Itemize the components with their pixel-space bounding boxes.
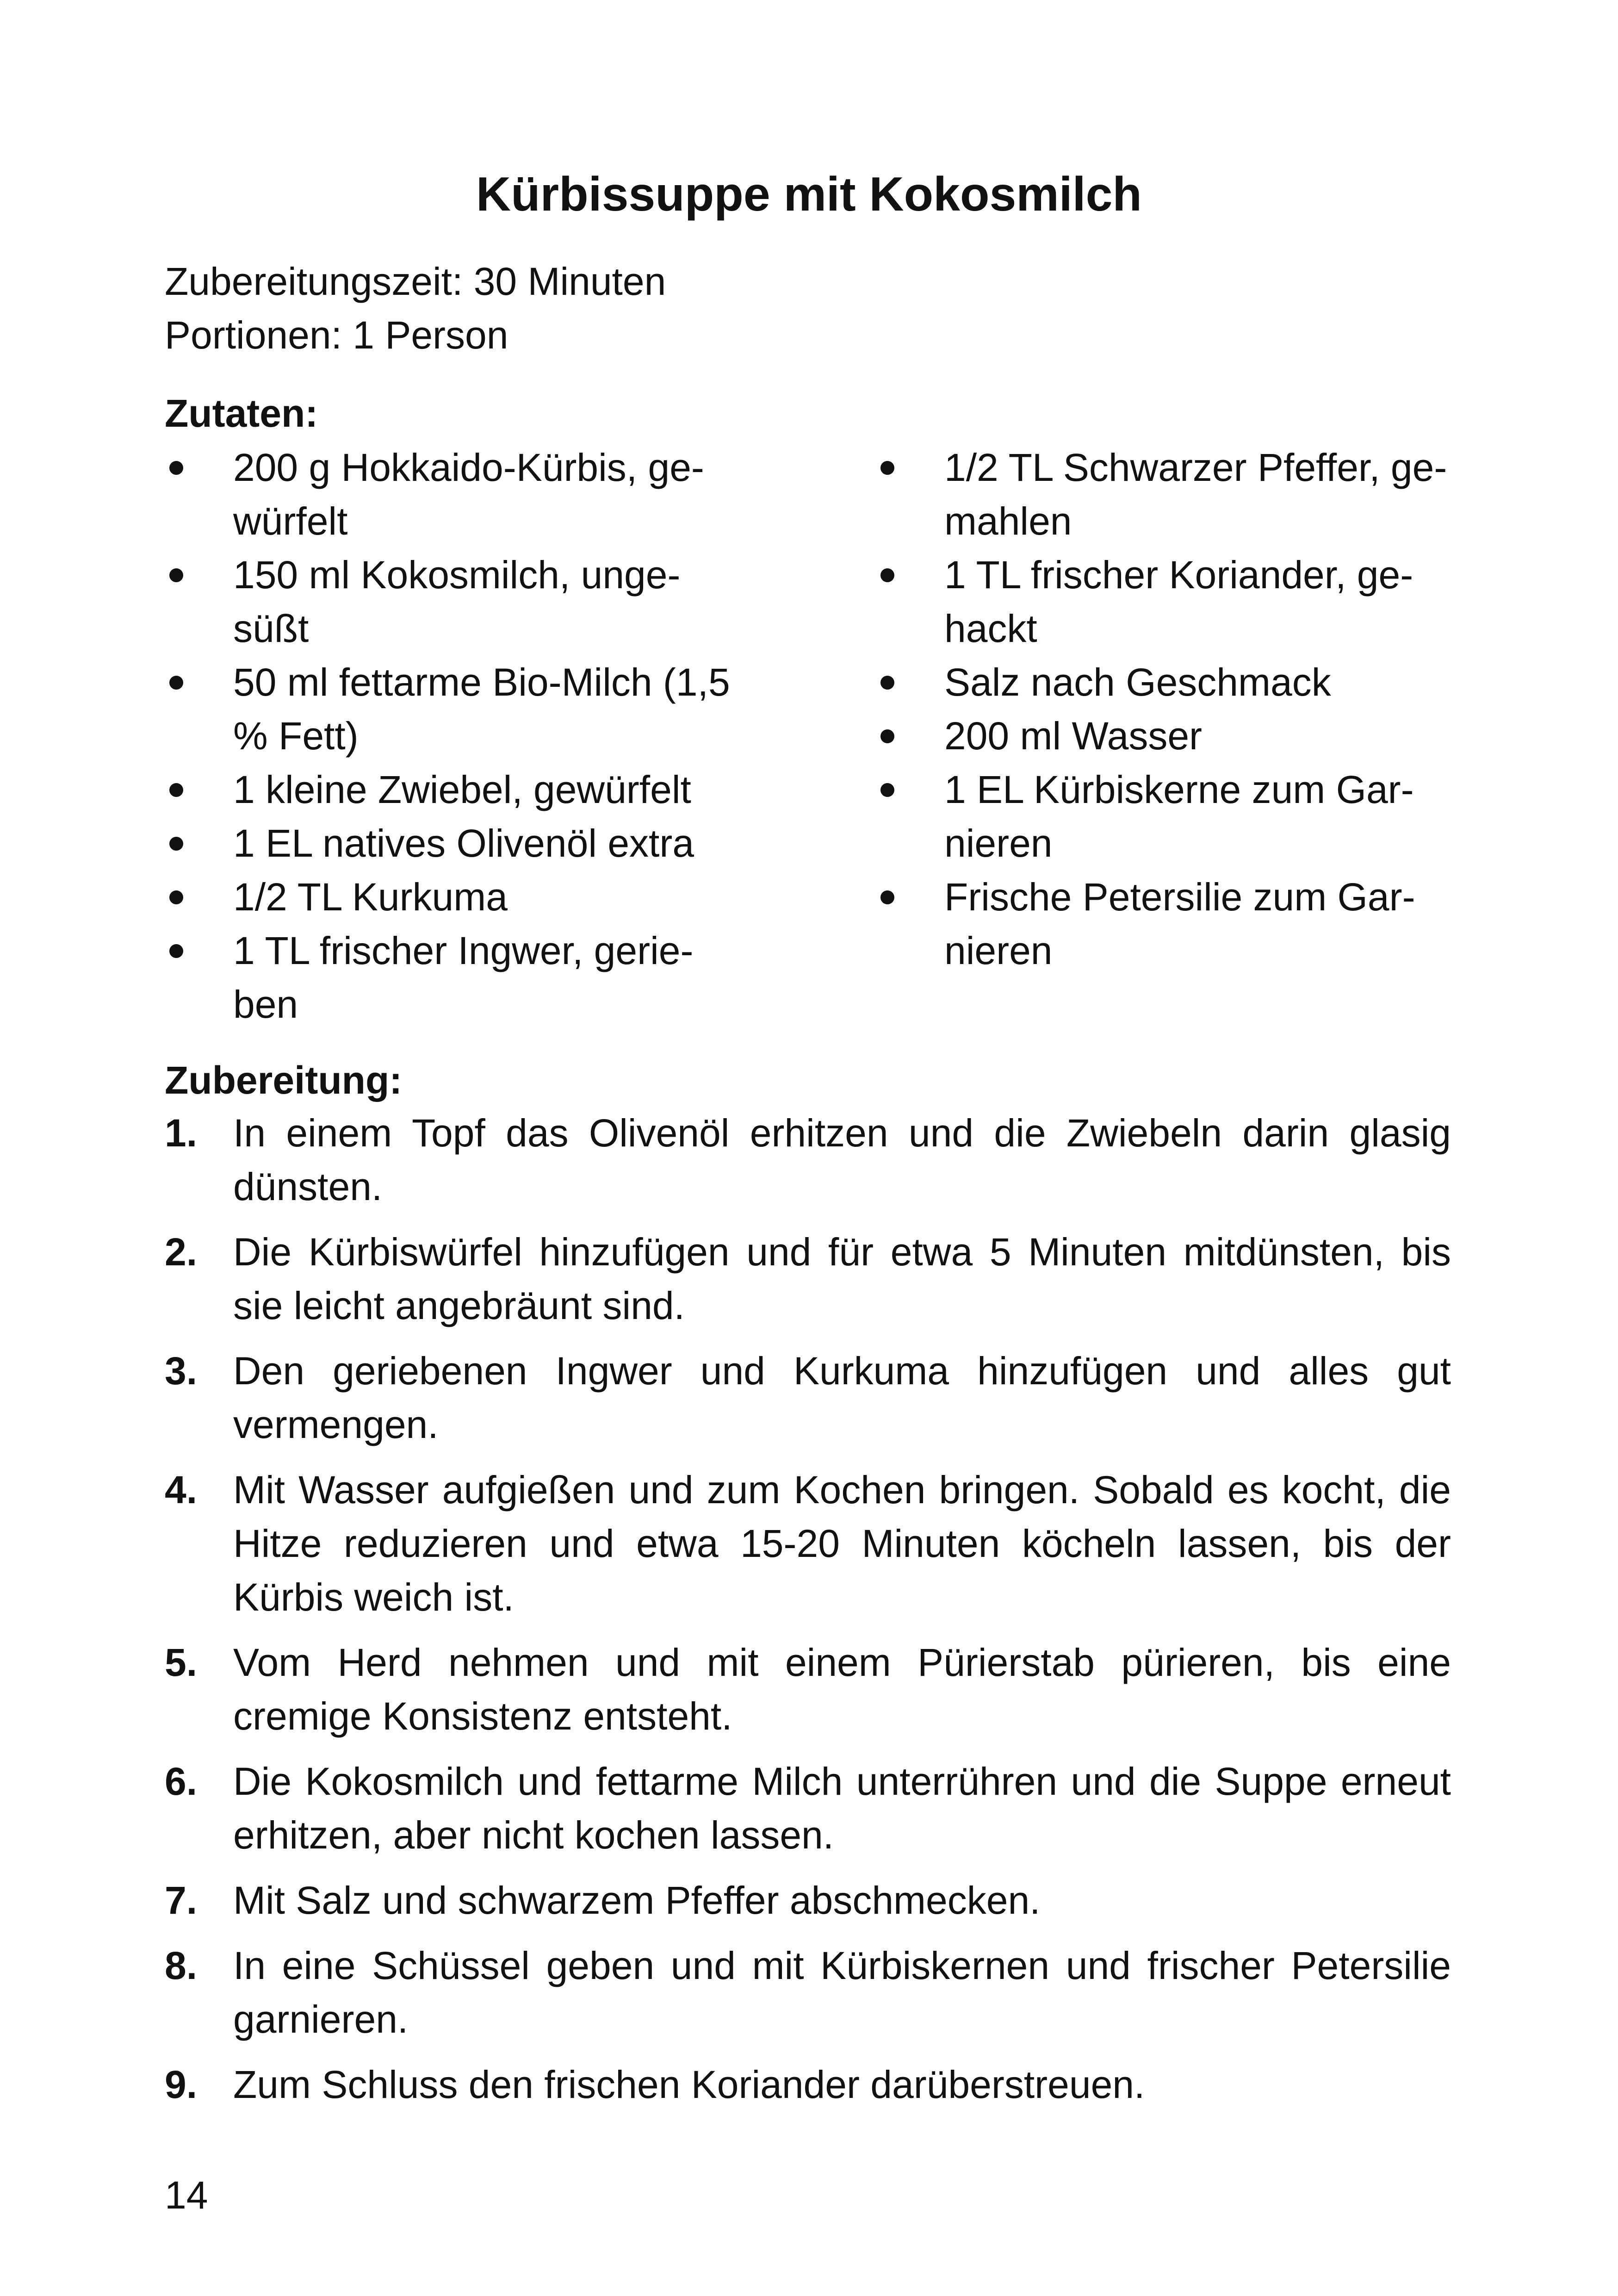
step-text: Zum Schluss den frischen Koriander darüberstreuen. — [233, 2063, 1145, 2106]
list-item: 200 ml Wasser — [944, 714, 1203, 758]
step-text: Die Kürbiswürfel hinzufügen und für etwa 5 Minuten mitdünsten, bis sie leicht angebräunt sind. — [233, 1230, 1451, 1327]
ingredients-list-right — [876, 441, 1477, 977]
list-item — [165, 1463, 1451, 1624]
list-item: 50 ml fettarme Bio-Milch (1,5 % Fett) — [233, 660, 730, 758]
list-item — [165, 1755, 1451, 1862]
list-item — [165, 1344, 1451, 1451]
ingredients-list-left — [165, 441, 812, 1031]
step-number: 4. — [165, 1468, 198, 1512]
step-text: In einem Topf das Olivenöl erhitzen und die Zwiebeln darin glasig dünsten. — [233, 1111, 1451, 1208]
list-item: 1 TL frischer Koriander, ge- hackt — [944, 553, 1413, 650]
step-text: Vom Herd nehmen und mit einem Pürierstab pürieren, bis eine cremige Konsistenz entsteht. — [233, 1641, 1451, 1738]
step-number: 6. — [165, 1760, 198, 1803]
list-item — [165, 1225, 1451, 1332]
list-item: 150 ml Kokosmilch, unge- süßt — [233, 553, 681, 650]
step-number: 1. — [165, 1111, 198, 1155]
ingredients-heading: Zutaten: — [165, 392, 318, 435]
step-text: Den geriebenen Ingwer und Kurkuma hinzufügen und alles gut vermengen. — [233, 1349, 1451, 1446]
list-item: 1 kleine Zwiebel, gewürfelt — [233, 768, 691, 811]
list-item: 1 EL natives Olivenöl extra — [233, 821, 694, 865]
step-number: 3. — [165, 1349, 198, 1393]
list-item — [165, 1939, 1451, 2046]
list-item: Frische Petersilie zum Gar- nieren — [944, 875, 1415, 972]
step-number: 7. — [165, 1879, 198, 1922]
portions: Portionen: 1 Person — [165, 313, 508, 357]
recipe-meta — [165, 255, 666, 362]
list-item: 1 EL Kürbiskerne zum Gar- nieren — [944, 768, 1414, 865]
list-item: 1/2 TL Kurkuma — [233, 875, 508, 919]
step-text: Mit Salz und schwarzem Pfeffer abschmecken. — [233, 1879, 1041, 1922]
page-number: 14 — [165, 2173, 208, 2217]
step-text: Mit Wasser aufgießen und zum Kochen bringen. Sobald es kocht, die Hitze reduzieren und etwa 15-20 Minuten köcheln lassen, bis der Kürbis weich ist. — [233, 1468, 1451, 1619]
step-number: 8. — [165, 1944, 198, 1987]
list-item: 200 g Hokkaido-Kürbis, ge- würfelt — [233, 446, 704, 543]
step-text: In eine Schüssel geben und mit Kürbiskernen und frischer Petersilie garnieren. — [233, 1944, 1451, 2041]
page-title: Kürbissuppe mit Kokosmilch — [476, 168, 1142, 221]
step-number: 5. — [165, 1641, 198, 1684]
list-item — [165, 1873, 1451, 1927]
list-item: 1 TL frischer Ingwer, gerie- ben — [233, 929, 694, 1026]
list-item — [165, 2058, 1451, 2111]
preparation-heading: Zubereitung: — [165, 1058, 403, 1102]
prep-time: Zubereitungszeit: 30 Minuten — [165, 260, 666, 303]
list-item — [165, 1636, 1451, 1743]
preparation-steps — [165, 1106, 1451, 2123]
list-item: Salz nach Geschmack — [944, 660, 1331, 704]
step-text: Die Kokosmilch und fettarme Milch unterrühren und die Suppe erneut erhitzen, aber nicht kochen lassen. — [233, 1760, 1451, 1857]
step-number: 9. — [165, 2063, 198, 2106]
step-number: 2. — [165, 1230, 198, 1274]
list-item: 1/2 TL Schwarzer Pfeffer, ge- mahlen — [944, 446, 1447, 543]
list-item — [165, 1106, 1451, 1213]
